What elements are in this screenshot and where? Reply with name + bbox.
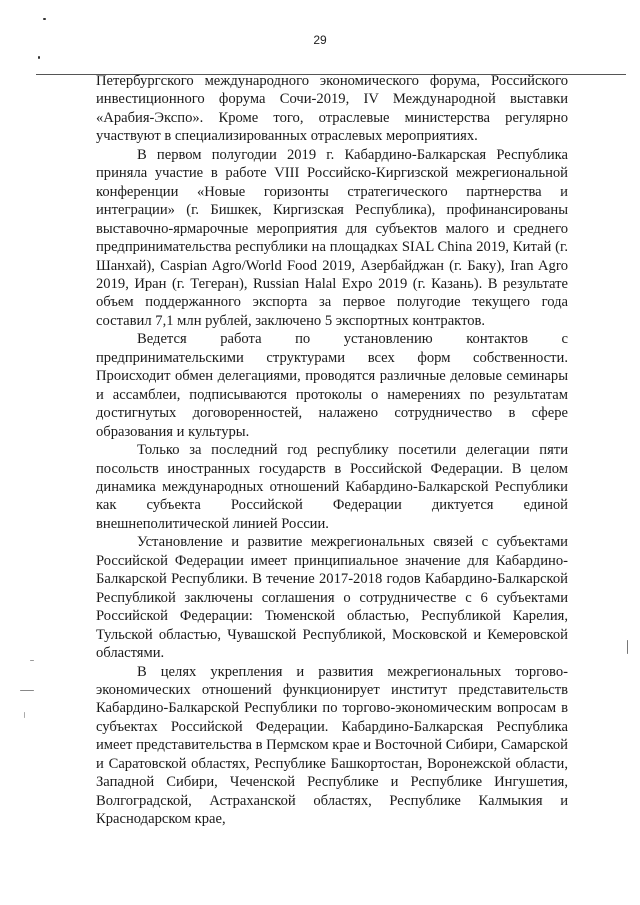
- scan-speck: [30, 660, 34, 661]
- paragraph-3: Ведется работа по установлению контактов с предпринимательскими структурами всех форм собственности. Происходит обмен делегациями, проводятся различные деловые семинары и ассамблеи, подписываются протоколы о намерениях по результатам достигнутых договоренностей, налажено сотрудничество в сфере образования и культуры.: [96, 331, 568, 440]
- paragraph-4: Только за последний год республику посетили делегации пяти посольств иностранных государств в Российской Федерации. В целом динамика международных отношений Кабардино-Балкарской Республики как субъекта Российской Федерации диктуется единой внешнеполитической линией России.: [96, 442, 568, 532]
- scan-speck: [38, 56, 40, 59]
- scan-speck: [627, 640, 628, 654]
- paragraph-6: В целях укрепления и развития межрегиональных торгово-экономических отношений функционирует институт представительств Кабардино-Балкарской Республики по торгово-экономическим вопросам в субъектах Российской Федерации. Кабардино-Балкарская Республика имеет представительства в Пермском крае и Восточной Сибири, Самарской и Саратовской областях, Республике Башкортостан, Воронежской области, Западной Сибири, Чеченской Республике и Республике Ингушетия, Волгоградской, Астраханской областях, Республике Калмыкия и Краснодарском крае,: [96, 663, 568, 828]
- document-body: [96, 72, 568, 829]
- page-number: 29: [313, 33, 327, 47]
- paragraph-1: Петербургского международного экономического форума, Российского инвестиционного форума Сочи-2019, IV Международной выставки «Арабия-Экспо». Кроме того, отраслевые министерства регулярно участвуют в специализированных отраслевых мероприятиях.: [96, 73, 568, 145]
- scan-speck: [43, 18, 46, 20]
- paragraph-5: Установление и развитие межрегиональных связей с субъектами Российской Федерации имеет принципиальное значение для Кабардино-Балкарской Республики. В течение 2017-2018 годов Кабардино-Балкарской Республикой заключены соглашения о сотрудничестве с 6 субъектами Российской Федерации: Тюменской областью, Республикой Карелия, Тульской областью, Чувашской Республикой, Московской и Кемеровской областями.: [96, 534, 568, 662]
- scan-speck: [24, 712, 25, 718]
- scan-speck: [20, 690, 34, 691]
- paragraph-2: В первом полугодии 2019 г. Кабардино-Балкарская Республика приняла участие в работе VIII Российско-Киргизской межрегиональной конференции «Новые горизонты стратегического партнерства и интеграции» (г. Бишкек, Киргизская Республика), профинансированы выставочно-ярмарочные мероприятия для субъектов малого и среднего предпринимательства республики на площадках SIAL China 2019, Китай (г. Шанхай), Caspian Agro/World Food 2019, Азербайджан (г. Баку), Iran Agro 2019, Иран (г. Тегеран), Russian Halal Expo 2019 (г. Казань). В результате объем поддержанного экспорта за первое полугодие текущего года составил 7,1 млн рублей, заключено 5 экспортных контрактов.: [96, 146, 568, 329]
